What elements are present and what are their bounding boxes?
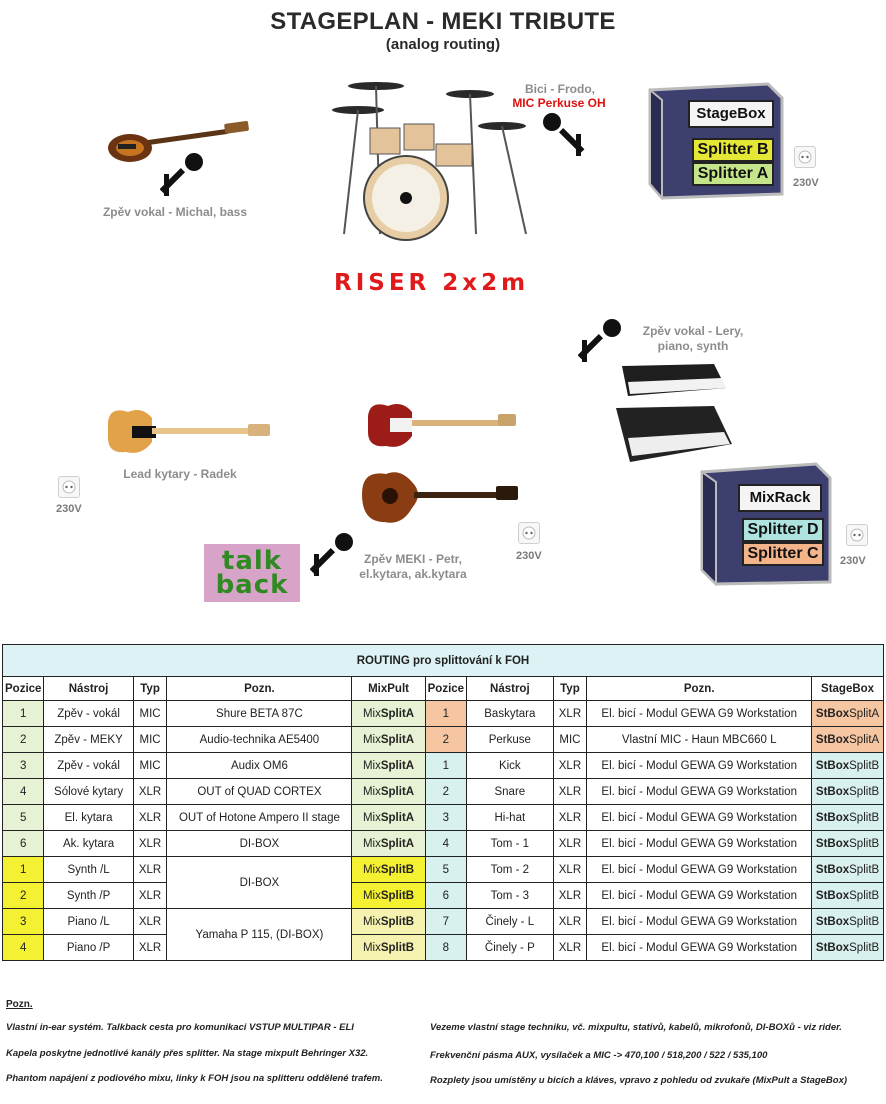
- stagebox-prefix: StBox: [815, 811, 850, 824]
- mixpult-prefix: Mix: [362, 889, 381, 902]
- mixpult-split: SplitA: [380, 707, 415, 720]
- mixpult-split: SplitB: [380, 889, 415, 902]
- mixpult-cell: [352, 831, 425, 857]
- stagebox-split: SplitA: [849, 707, 880, 720]
- left-instrument: Synth /L: [44, 857, 133, 883]
- microphone-icon: [160, 150, 208, 198]
- stagebox-title: StageBox: [688, 100, 774, 128]
- keys-label: Zpěv vokal - Lery, piano, synth: [642, 324, 744, 353]
- right-position: 6: [425, 883, 466, 909]
- mixpult-split: SplitA: [380, 837, 415, 850]
- left-note: DI-BOX: [167, 857, 352, 909]
- right-note: El. bicí - Modul GEWA G9 Workstation: [587, 857, 812, 883]
- left-instrument: Ak. kytara: [44, 831, 133, 857]
- voltage-label: 230V: [793, 177, 819, 189]
- note-left-1: Vlastní in-ear systém. Talkback cesta pro komunikaci VSTUP MULTIPAR - ELI: [6, 1022, 354, 1033]
- mixpult-cell: [352, 753, 425, 779]
- right-note: El. bicí - Modul GEWA G9 Workstation: [587, 831, 812, 857]
- stagebox-split: SplitB: [849, 759, 880, 772]
- stagebox-split: SplitB: [849, 915, 880, 928]
- right-type: MIC: [553, 727, 587, 753]
- stagebox-prefix: StBox: [815, 837, 850, 850]
- right-note: Vlastní MIC - Haun MBC660 L: [587, 727, 812, 753]
- mixpult-split: SplitA: [380, 811, 415, 824]
- stagebox-prefix: StBox: [815, 941, 850, 954]
- mixpult-cell: [352, 779, 425, 805]
- right-position: 7: [425, 909, 466, 935]
- right-type: XLR: [553, 779, 587, 805]
- column-header: Pozn.: [587, 677, 812, 701]
- note-left-3: Phantom napájení z podiového mixu, linky k FOH jsou na splitteru oddělené trafem.: [6, 1073, 383, 1084]
- microphone-icon: [538, 110, 586, 158]
- voltage-label: 230V: [840, 555, 866, 567]
- left-type: MIC: [133, 701, 167, 727]
- right-note: El. bicí - Modul GEWA G9 Workstation: [587, 701, 812, 727]
- lead-guitar-label: Lead kytary - Radek: [123, 467, 237, 481]
- stagebox-split: SplitB: [849, 941, 880, 954]
- mixpult-cell: [352, 883, 425, 909]
- stagebox-split: SplitB: [849, 837, 880, 850]
- right-type: XLR: [553, 909, 587, 935]
- left-position: 3: [3, 753, 44, 779]
- left-position: 3: [3, 909, 44, 935]
- stagebox-split: SplitB: [849, 811, 880, 824]
- right-instrument: Činely - L: [467, 909, 554, 935]
- right-position: 2: [425, 727, 466, 753]
- left-instrument: El. kytara: [44, 805, 133, 831]
- right-instrument: Baskytara: [467, 701, 554, 727]
- right-instrument: Činely - P: [467, 935, 554, 961]
- left-type: XLR: [133, 805, 167, 831]
- stagebox-prefix: StBox: [815, 733, 850, 746]
- left-instrument: Piano /P: [44, 935, 133, 961]
- voltage-label: 230V: [56, 503, 82, 515]
- left-type: XLR: [133, 883, 167, 909]
- right-position: 8: [425, 935, 466, 961]
- right-position: 1: [425, 701, 466, 727]
- note-left-2: Kapela poskytne jednotlivé kanály přes splitter. Na stage mixpult Behringer X32.: [6, 1048, 369, 1059]
- page-subtitle: (analog routing): [385, 36, 501, 53]
- left-type: XLR: [133, 909, 167, 935]
- mixpult-split: SplitB: [380, 941, 415, 954]
- stagebox-prefix: StBox: [815, 707, 850, 720]
- power-outlet-icon: [58, 476, 80, 498]
- right-instrument: Tom - 3: [467, 883, 554, 909]
- stagebox-prefix: StBox: [815, 863, 850, 876]
- notes-heading: Pozn.: [6, 999, 33, 1010]
- stagebox-prefix: StBox: [815, 759, 850, 772]
- right-note: El. bicí - Modul GEWA G9 Workstation: [587, 753, 812, 779]
- mixpult-cell: [352, 857, 425, 883]
- piano-keyboard-icon: [614, 404, 734, 464]
- left-position: 4: [3, 935, 44, 961]
- column-header: MixPult: [352, 677, 425, 701]
- mixpult-prefix: Mix: [362, 837, 381, 850]
- mixpult-cell: [352, 701, 425, 727]
- stagebox-prefix: StBox: [815, 915, 850, 928]
- stagebox-cell: [812, 883, 884, 909]
- stagebox-cell: [812, 805, 884, 831]
- right-position: 4: [425, 831, 466, 857]
- table-row: [3, 909, 884, 935]
- riser-label: RISER 2x2m: [334, 270, 530, 296]
- right-note: El. bicí - Modul GEWA G9 Workstation: [587, 883, 812, 909]
- talkback-box: talk back: [204, 544, 300, 602]
- mixpult-prefix: Mix: [362, 785, 381, 798]
- right-instrument: Kick: [467, 753, 554, 779]
- splitter-a: Splitter A: [692, 162, 774, 186]
- note-right-1: Vezeme vlastní stage techniku, vč. mixpultu, stativů, kabelů, mikrofonů, DI-BOXů - viz rider.: [430, 1022, 842, 1033]
- table-row: [3, 857, 884, 883]
- right-type: XLR: [553, 701, 587, 727]
- left-position: 4: [3, 779, 44, 805]
- column-header: StageBox: [812, 677, 884, 701]
- left-type: XLR: [133, 935, 167, 961]
- electric-guitar-icon: [102, 402, 272, 460]
- column-header: Pozn.: [167, 677, 352, 701]
- stagebox-prefix: StBox: [815, 889, 850, 902]
- mixpult-split: SplitB: [380, 915, 415, 928]
- table-row: [3, 883, 884, 909]
- mixrack-case: [696, 462, 834, 586]
- stagebox-cell: [812, 779, 884, 805]
- electric-guitar-icon: [362, 396, 518, 450]
- stagebox-case: [644, 82, 786, 200]
- power-outlet-icon: [846, 524, 868, 546]
- left-position: 2: [3, 727, 44, 753]
- left-instrument: Piano /L: [44, 909, 133, 935]
- table-row: [3, 831, 884, 857]
- right-instrument: Tom - 2: [467, 857, 554, 883]
- synth-keyboard-icon: [618, 362, 728, 400]
- left-note: OUT of QUAD CORTEX: [167, 779, 352, 805]
- right-note: El. bicí - Modul GEWA G9 Workstation: [587, 805, 812, 831]
- stagebox-cell: [812, 727, 884, 753]
- power-outlet-icon: [518, 522, 540, 544]
- table-row: [3, 753, 884, 779]
- stagebox-cell: [812, 909, 884, 935]
- column-header: Typ: [553, 677, 587, 701]
- right-note: El. bicí - Modul GEWA G9 Workstation: [587, 935, 812, 961]
- power-outlet-icon: [794, 146, 816, 168]
- left-instrument: Synth /P: [44, 883, 133, 909]
- table-row: [3, 805, 884, 831]
- right-instrument: Tom - 1: [467, 831, 554, 857]
- stagebox-split: SplitB: [849, 785, 880, 798]
- routing-table: [2, 644, 884, 961]
- column-header: Typ: [133, 677, 167, 701]
- stagebox-cell: [812, 831, 884, 857]
- mixpult-prefix: Mix: [362, 811, 381, 824]
- table-caption-row: [3, 645, 884, 677]
- right-type: XLR: [553, 831, 587, 857]
- left-note: DI-BOX: [167, 831, 352, 857]
- acoustic-guitar-icon: [356, 464, 520, 530]
- left-note: OUT of Hotone Ampero II stage: [167, 805, 352, 831]
- stagebox-split: SplitB: [849, 863, 880, 876]
- right-type: XLR: [553, 753, 587, 779]
- left-position: 6: [3, 831, 44, 857]
- left-note: Audio-technika AE5400: [167, 727, 352, 753]
- stagebox-cell: [812, 701, 884, 727]
- mixrack-title: MixRack: [738, 484, 822, 512]
- column-header: Nástroj: [467, 677, 554, 701]
- table-row: [3, 935, 884, 961]
- drums-mic-label: MIC Perkuse OH: [512, 96, 606, 110]
- mixpult-split: SplitB: [380, 863, 415, 876]
- left-instrument: Sólové kytary: [44, 779, 133, 805]
- microphone-icon: [578, 316, 626, 364]
- voltage-label: 230V: [516, 550, 542, 562]
- right-type: XLR: [553, 883, 587, 909]
- stagebox-cell: [812, 935, 884, 961]
- left-type: XLR: [133, 857, 167, 883]
- meki-label: Zpěv MEKI - Petr, el.kytara, ak.kytara: [359, 552, 467, 581]
- mixpult-split: SplitA: [380, 733, 415, 746]
- right-position: 3: [425, 805, 466, 831]
- mixpult-prefix: Mix: [362, 707, 381, 720]
- mixpult-prefix: Mix: [362, 915, 381, 928]
- left-note: Shure BETA 87C: [167, 701, 352, 727]
- note-right-3: Rozplety jsou umístěny u bicích a kláves, vpravo z pohledu od zvukaře (MixPult a StageBox): [430, 1075, 848, 1086]
- left-instrument: Zpěv - MEKY: [44, 727, 133, 753]
- stagebox-split: SplitA: [849, 733, 880, 746]
- right-instrument: Perkuse: [467, 727, 554, 753]
- drums-label: Bici - Frodo,: [525, 82, 595, 96]
- mixpult-cell: [352, 727, 425, 753]
- right-position: 1: [425, 753, 466, 779]
- left-instrument: Zpěv - vokál: [44, 753, 133, 779]
- right-note: El. bicí - Modul GEWA G9 Workstation: [587, 779, 812, 805]
- left-note: Yamaha P 115, (DI-BOX): [167, 909, 352, 961]
- bass-label: Zpěv vokal - Michal, bass: [102, 205, 248, 219]
- right-position: 2: [425, 779, 466, 805]
- column-header: Nástroj: [44, 677, 133, 701]
- mixpult-prefix: Mix: [362, 863, 381, 876]
- splitter-d: Splitter D: [742, 518, 824, 542]
- column-header: Pozice: [3, 677, 44, 701]
- mixpult-split: SplitA: [380, 785, 415, 798]
- right-type: XLR: [553, 857, 587, 883]
- stagebox-cell: [812, 857, 884, 883]
- left-position: 5: [3, 805, 44, 831]
- left-type: XLR: [133, 779, 167, 805]
- splitter-b: Splitter B: [692, 138, 774, 162]
- column-header: Pozice: [425, 677, 466, 701]
- stagebox-cell: [812, 753, 884, 779]
- stagebox-split: SplitB: [849, 889, 880, 902]
- mixpult-prefix: Mix: [362, 759, 381, 772]
- right-note: El. bicí - Modul GEWA G9 Workstation: [587, 909, 812, 935]
- left-instrument: Zpěv - vokál: [44, 701, 133, 727]
- page-title: STAGEPLAN - MEKI TRIBUTE: [270, 8, 616, 35]
- table-caption: ROUTING pro splittování k FOH: [3, 645, 884, 677]
- left-type: MIC: [133, 727, 167, 753]
- right-type: XLR: [553, 805, 587, 831]
- left-position: 1: [3, 857, 44, 883]
- table-row: [3, 779, 884, 805]
- right-instrument: Hi-hat: [467, 805, 554, 831]
- mixpult-cell: [352, 805, 425, 831]
- right-type: XLR: [553, 935, 587, 961]
- table-row: [3, 727, 884, 753]
- note-right-2: Frekvenční pásma AUX, vysílaček a MIC -> 470,100 / 518,200 / 522 / 535,100: [430, 1050, 768, 1061]
- left-type: MIC: [133, 753, 167, 779]
- mixpult-cell: [352, 935, 425, 961]
- mixpult-cell: [352, 909, 425, 935]
- table-header-row: [3, 677, 884, 701]
- right-position: 5: [425, 857, 466, 883]
- splitter-c: Splitter C: [742, 542, 824, 566]
- left-position: 2: [3, 883, 44, 909]
- table-row: [3, 701, 884, 727]
- left-note: Audix OM6: [167, 753, 352, 779]
- left-type: XLR: [133, 831, 167, 857]
- mixpult-prefix: Mix: [362, 941, 381, 954]
- stagebox-prefix: StBox: [815, 785, 850, 798]
- left-position: 1: [3, 701, 44, 727]
- mixpult-prefix: Mix: [362, 733, 381, 746]
- mixpult-split: SplitA: [380, 759, 415, 772]
- right-instrument: Snare: [467, 779, 554, 805]
